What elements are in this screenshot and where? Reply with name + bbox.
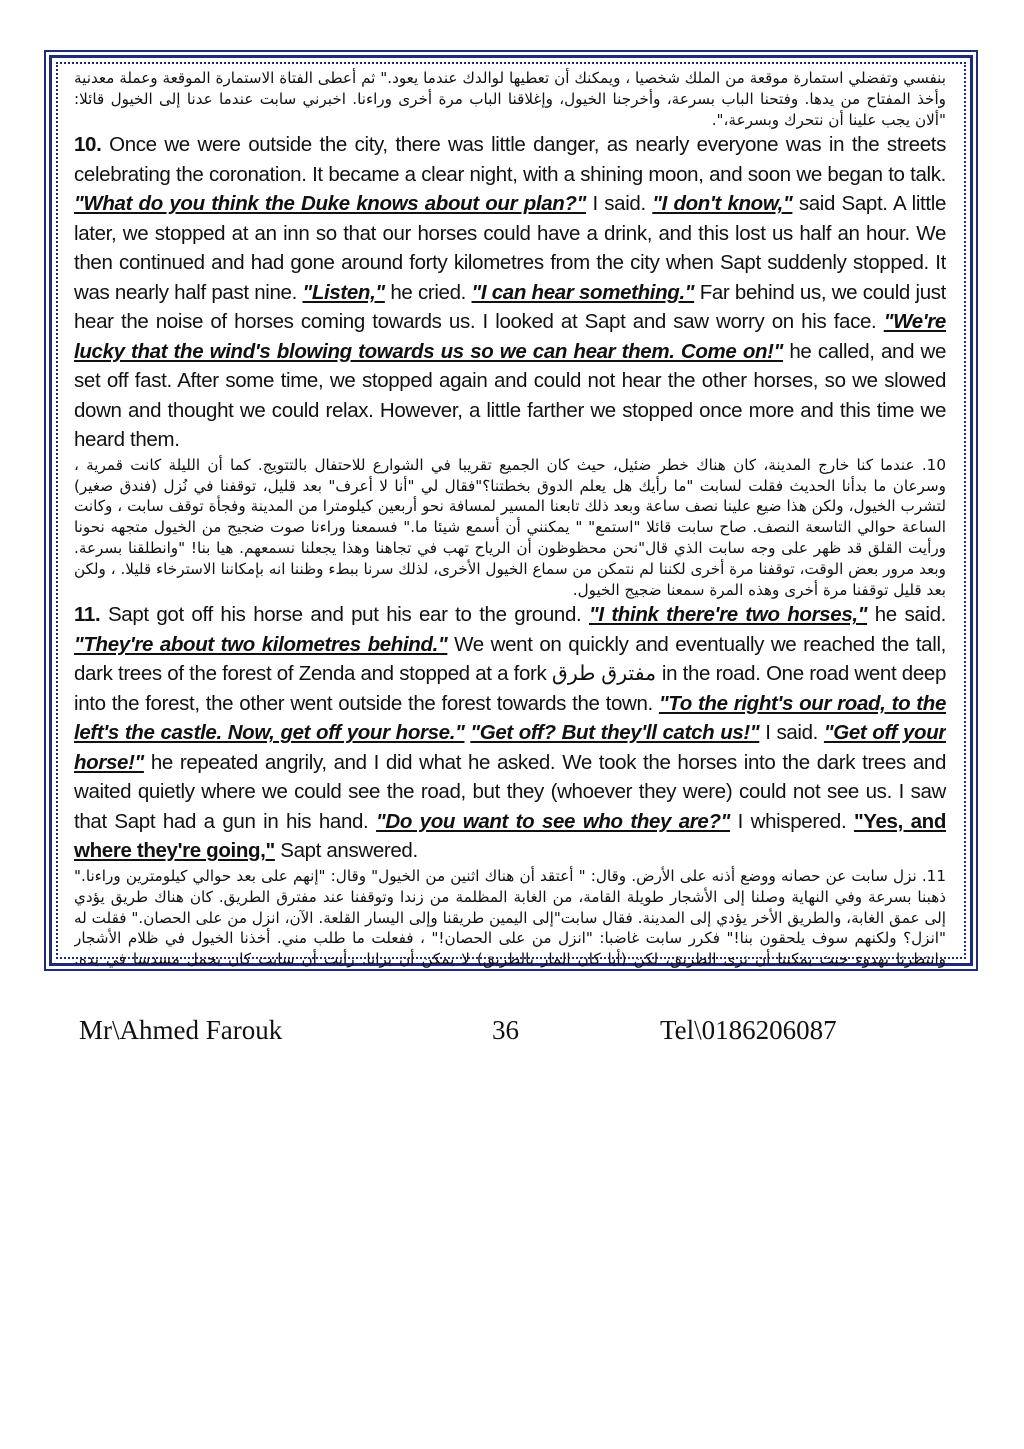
footer-phone: Tel\0186206087	[660, 1015, 837, 1045]
english-paragraph-10	[74, 130, 946, 455]
text-run: Sapt got off his horse and put his ear to the ground.	[100, 603, 589, 627]
dialogue-quote: "Yes, and where they're going,"	[74, 809, 946, 863]
text-run: Once we were outside the city, there was little danger, as nearly everyone was in the streets celebrating the coronation. It became a clear night, with a shining moon, and soon we began to talk.	[74, 133, 946, 186]
footer-author: Mr\Ahmed Farouk	[79, 1015, 283, 1045]
text-run: I said.	[585, 192, 653, 216]
dialogue-quote: "Listen,"	[302, 280, 385, 304]
dialogue-quote: "I think there're two horses,"	[588, 603, 868, 627]
text-run: he cried.	[384, 280, 472, 304]
text-run: he said.	[867, 603, 946, 627]
dialogue-quote: "They're about two kilometres behind."	[74, 632, 448, 656]
arabic-paragraph-10: 10. عندما كنا خارج المدينة، كان هناك خطر ضئيل، حيث كان الجميع تقريبا في الشوارع للاحتفال بالتتويج. كما أن الليلة كانت قمرية ، وسرعان ما بدأنا الحديث فقلت لسابت "ما رأيك هل يعلم الدوق بخطتنا؟"فقال لي "أنا لا أعرف" بعد قليل، توقفنا في نُزل (فندق صغير) لتشرب الخيول، ولكن هذا ضيع علينا نصف ساعة وبعد ذلك تابعنا المسير لمسافة نحو أربعين كيلومترا من المدينة وفجأة توقف سابت ، وكانت الساعة حوالي التاسعة النصف. صاح سابت قائلا "استمع" " يمكنني أن أسمع شيئا ما." فسمعنا وراءنا صوت ضجيج من الخيول متجهه نحونا ورأيت القلق قد ظهر على وجه سابت الذي قال"نحن محظوظون أن الرياح تهب في تجاهنا وهذا يجعلنا نسمعهم. هيا بنا! "وانطلقنا بسرعة. وبعد مرور بعض الوقت، توقفنا مرة أخرى لكننا لم نتمكن من سماع الخيول الأخرى، لذلك سرنا ببطء وظننا انه بإمكاننا الاسترخاء قليلا. ، ولكن بعد قليل توقفنا مرة أخرى وهذه المرة سمعنا ضجيج الخيول.	[74, 455, 946, 599]
dialogue-quote: "What do you think the Duke knows about our plan?"	[74, 192, 586, 216]
page-content	[74, 68, 946, 968]
page-number: 36	[492, 1015, 519, 1045]
dialogue-quote: "We're lucky that the wind's blowing towards us so we can hear them. Come on!"	[74, 310, 946, 363]
text-run: Sapt answered.	[274, 839, 418, 863]
text-run: We went on quickly and eventually we reached the tall, dark trees of the forest of Zenda and stopped at a fork مفترق طرق in the road. One road went deep into the forest, the other went outside the forest towards the town.	[74, 632, 946, 715]
dialogue-quote: "Get off your horse!"	[74, 721, 946, 774]
dialogue-quote: "Get off? But they'll catch us!"	[470, 721, 760, 745]
text-run: he called, and we set off fast. After some time, we stopped again and could not hear the other horses, so we slowed down and thought we could relax. However, a little farther we stopped once more and this time we heard them.	[74, 339, 946, 452]
dialogue-quote: "To the right's our road, to the left's the castle. Now, get off your horse."	[74, 691, 946, 745]
text-run: I whispered.	[730, 809, 854, 833]
text-run: Far behind us, we could just hear the noise of horses coming towards us. I looked at Sapt and saw worry on his face.	[74, 280, 946, 334]
dialogue-quote: "Do you want to see who they are?"	[376, 809, 731, 833]
arabic-paragraph-11: 11. نزل سابت عن حصانه ووضع أذنه على الأرض. وقال: " أعتقد أن هناك اثنين من الخيول" وقال: "إنهم على بعد حوالي كيلومترين وراءنا." ذهبنا بسرعة وفي النهاية وصلنا إلى الأشجار طويلة القامة، من الغابة المظلمة من زندا وتوقفنا عند مفترق الطريق. كان هناك طريق يؤدي إلى عمق الغابة، والطريق الأخر يؤدي إلى المدينة. فقال سابت"إلى اليمين طريقنا وإلى اليسار القلعة. الآن، انزل من على الحصان." فقلت له "انزل؟ ولكنهم سوف يلحقون بنا!" فكرر سابت غاضبا: "انزل من على الحصان!" ، ففعلت ما طلب مني. أخذنا الخيول في ظلام الأشجار وانتظرنا بهدوء حيث يمكننا أن نرى الطريق، لكن (أيا كان المار بالطريق) لا يمكن أن يرانا. رأيت أن سابت كان يحمل مسدسا في يده.	[74, 866, 946, 968]
arabic-paragraph-9: بنفسي وتفضلي استمارة موقعة من الملك شخصيا ، ويمكنك أن تعطيها لوالدك عندما يعود." ثم أعطى الفتاة الاستمارة الموقعة وعملة معدنية وأخذ المفتاح من يدها. وفتحنا الباب بسرعة، وأخرجنا الخيول، وإغلاقنا الباب مرة أخرى وراءنا. اخبرني سابت عندما عدنا إلى الخيول قائلا: "ألان يجب علينا أن نتحرك وبسرعة،".	[74, 69, 946, 129]
text-run: said Sapt. A little later, we stopped at an inn so that our horses could have a drink, and this lost us half an hour. We then continued and had gone around forty kilometres from the city when Sapt suddenly stopped. It was nearly half past nine.	[74, 192, 946, 304]
bold-text: 10.	[74, 133, 102, 157]
bold-text: 11.	[74, 603, 101, 627]
text-run: he repeated angrily, and I did what he asked. We took the horses into the dark trees and waited quietly where we could see the road, but they (whoever they were) could not see us. I saw that Sapt had a gun in his hand.	[74, 750, 946, 833]
text-run: I said.	[759, 721, 824, 745]
page-footer	[0, 1015, 1024, 1055]
english-paragraph-11	[74, 600, 946, 866]
dialogue-quote: "I can hear something."	[471, 280, 695, 304]
dialogue-quote: "I don't know,"	[652, 192, 793, 216]
